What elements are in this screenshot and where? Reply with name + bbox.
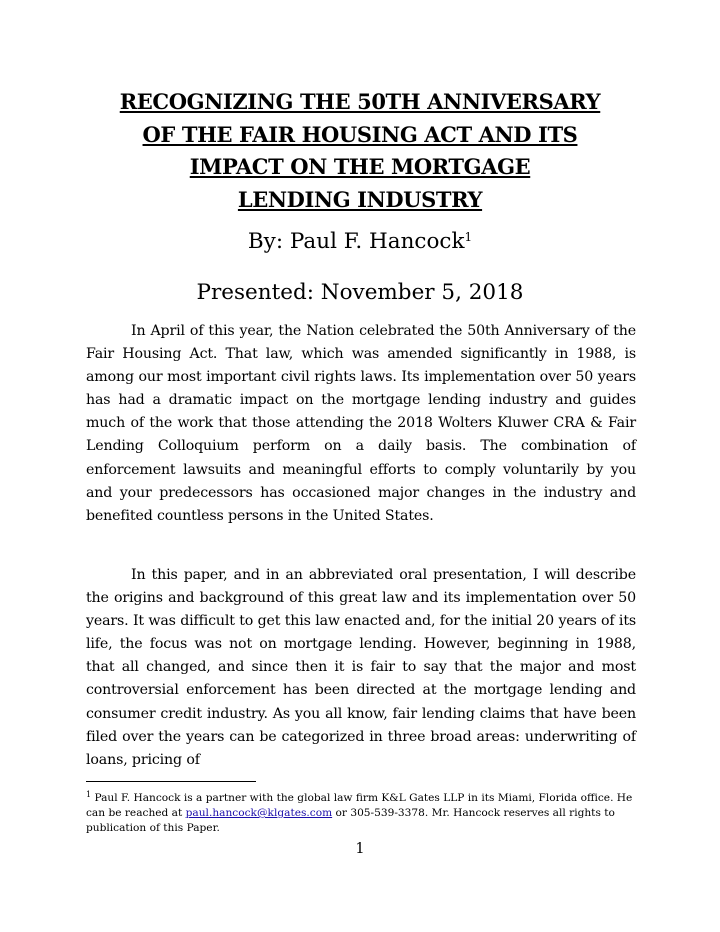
title-line: OF THE FAIR HOUSING ACT AND ITS bbox=[142, 121, 578, 147]
title-line: RECOGNIZING THE 50TH ANNIVERSARY bbox=[119, 89, 601, 114]
email-link[interactable]: paul.hancock@klgates.com bbox=[185, 807, 333, 819]
body-paragraph: In April of this year, the Nation celebrated the 50th Anniversary of the Fair Housing Act. That law, which was amended significantly in 1988, is among our most important civil rights laws. Its implementation over 50 years has had a dramatic impact on the mortgage lending industry and guides much of the work that those attending the 2018 Wolters Kluwer CRA & Fair Lending Colloquium perform on a daily basis. The combination of enforcement lawsuits and meaningful efforts to comply voluntarily by you and your predecessors has occasioned major changes in the industry and benefited countless persons in the United States. bbox=[86, 323, 636, 524]
page-number: 1 bbox=[355, 841, 365, 857]
footnote-marker: 1 bbox=[86, 790, 92, 799]
footnote-text-continued: or 305-539-3378. Mr. Hancock reserves all rights to publication of this Paper. bbox=[86, 807, 615, 834]
byline-text: By: Paul F. Hancock bbox=[247, 229, 465, 254]
body-paragraph: In this paper, and in an abbreviated oral presentation, I will describe the origins and background of this great law and its implementation over 50 years. It was difficult to get this law enacted and, for the initial 20 years of its life, the focus was not on mortgage lending. However, beginning in 1988, that all changed, and since then it is fair to say that the major and most controversial enforcement has been directed at the mortgage lending and consumer credit industry. As you all know, fair lending claims that have been filed over the years can be categorized in three broad areas: underwriting of loans, pricing of bbox=[86, 567, 636, 768]
title-line: LENDING INDUSTRY bbox=[237, 186, 483, 212]
title-line: IMPACT ON THE MORTGAGE bbox=[189, 154, 531, 179]
footnote-reference[interactable]: 1 bbox=[464, 230, 473, 244]
footnote-divider bbox=[86, 781, 256, 782]
author-byline bbox=[80, 228, 640, 256]
presentation-date: Presented: November 5, 2018 bbox=[196, 280, 524, 305]
footnote bbox=[86, 791, 638, 836]
document-title bbox=[80, 86, 640, 216]
footnote-text: Paul F. Hancock is a partner with the global law firm K&L Gates LLP in its Miami, Florida office. He can be reached at bbox=[86, 792, 633, 819]
